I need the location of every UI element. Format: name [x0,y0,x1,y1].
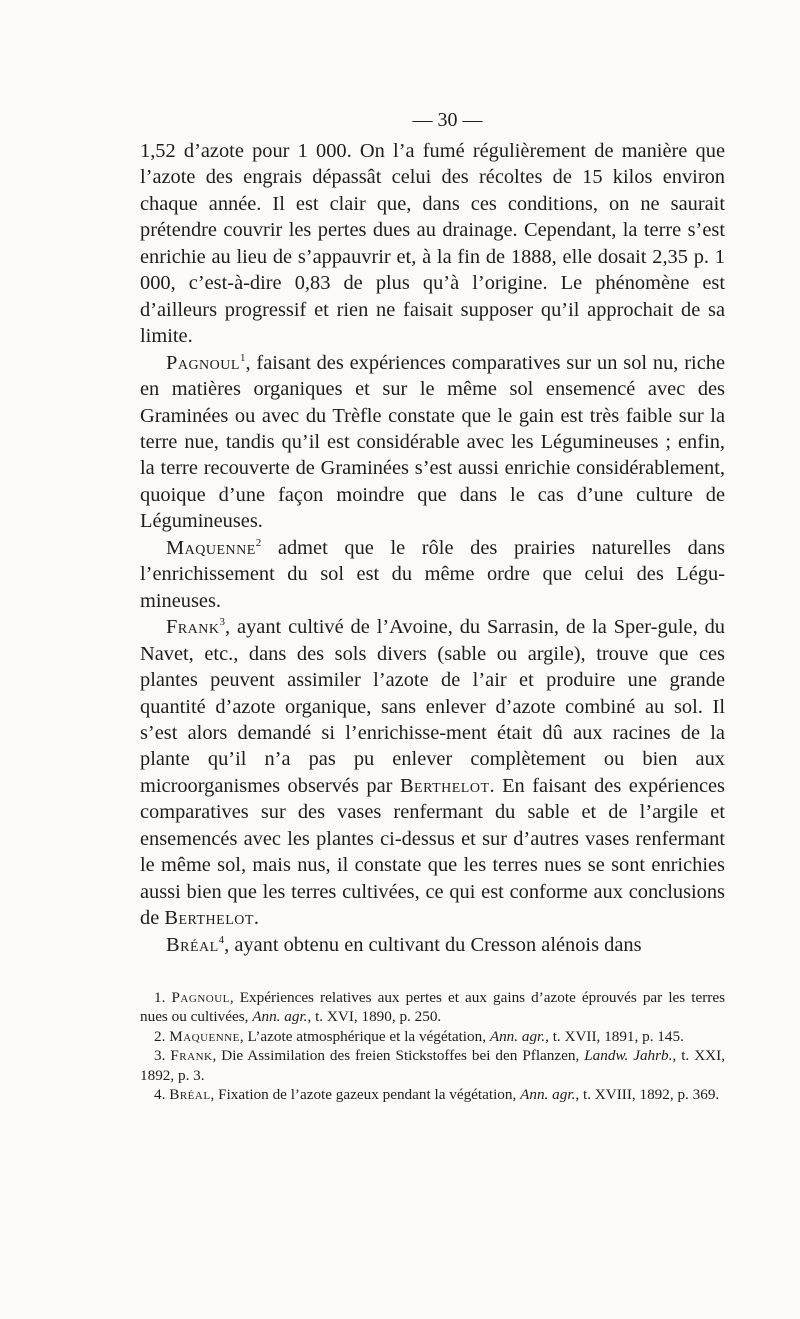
footnotes [140,988,725,1104]
footnote [140,1046,725,1085]
footnote-tail: , t. XXI, 1892, p. 3. [140,1047,725,1084]
paragraph-text: . [253,907,260,930]
footnote-tail: , t. XVIII, 1892, p. 369. [575,1086,720,1104]
paragraph-text: , ayant obtenu en cultivant du Cresson alénois dans [224,933,642,956]
footnote [140,988,725,1027]
footnote-author: Pagnoul [171,989,230,1007]
paragraph-3 [140,535,725,614]
footnote-text: , Die Assimilation des freien Stickstoffes bei den Pflanzen, [212,1047,585,1065]
paragraph-2 [140,350,725,535]
footnote-text: , Fixation de l’azote gazeux pendant la végétation, [210,1086,521,1104]
author-name: Berthelot [399,774,490,797]
footnote-journal: Ann. agr. [252,1008,308,1026]
footnote [140,1027,725,1046]
page-number: — 30 — [412,109,483,131]
footnote-ref: 4 [218,933,225,946]
book-page [140,108,725,1104]
paragraph-4 [140,614,725,931]
footnote-number: 3. [154,1047,171,1065]
author-name: Frank [166,616,220,639]
footnote-journal: Ann. agr. [520,1086,576,1104]
footnote-number: 1. [154,989,172,1007]
footnote-ref: 3 [219,616,226,629]
footnote-tail: , t. XVII, 1891, p. 145. [545,1027,684,1045]
footnote-number: 4. [154,1086,170,1104]
footnote-number: 2. [154,1027,170,1045]
author-name: Maquenne [166,536,256,559]
paragraph-text: , ayant cultivé de l’Avoine, du Sarrasin, de la Sper-gule, du Navet, etc., dans des sols divers (sable ou argile), trouve que ces plantes peuvent assimiler l’azote de l’air et produire une grande quantité d’azote organique, sans enlever d’azote combiné au sol. Il s’est alors demandé si l’enrichisse-ment était dû aux racines de la plante qu’il n’a pas pu enlever complètement ou bien aux microorganismes observés par [140,616,725,797]
paragraph-text: admet que le rôle des prairies naturelles dans l’enrichissement du sol est du même ordre que celui des Légu-mineuses. [140,536,725,612]
paragraph-5 [140,932,725,958]
footnote-ref: 1 [239,351,246,364]
author-name: Berthelot [164,907,254,930]
footnote-author: Frank [170,1047,213,1065]
footnote-text: , L’azote atmosphérique et la végétation, [239,1027,490,1045]
footnote-tail: , t. XVI, 1890, p. 250. [307,1008,442,1026]
footnote-ref: 2 [255,537,262,549]
author-name: Pagnoul [166,351,240,374]
paragraph-text: . En faisant des expériences comparatives sur des vases renfermant du sable et de l’argile et ensemencés avec les plantes ci-dessus et sur d’autres vases renfermant le même sol, mais nus, il constate que les terres nues se sont enrichies aussi bien que les terres cultivées, ce qui est conforme aux conclusions de [140,774,725,930]
paragraph-1: 1,52 d’azote pour 1 000. On l’a fumé régulièrement de manière que l’azote des engrais dépassât celui des récoltes de 15 kilos environ chaque année. Il est clair que, dans ces conditions, on ne saurait prétendre couvrir les pertes dues au drainage. Cependant, la terre s’est enrichie au lieu de s’appauvrir et, à la fin de 1888, elle dosait 2,35 p. 1 000, c’est-à-dire 0,83 de plus qu’à l’origine. Le phénomène est d’ailleurs progressif et rien ne faisait supposer qu’il approchait de sa limite. [140,140,725,348]
paragraph-text: , faisant des expériences comparatives sur un sol nu, riche en matières organiques et sur le même sol ensemencé avec des Graminées ou avec du Trèfle constate que le gain est très faible sur la terre nue, tandis qu’il est considérable avec les Légumineuses ; enfin, la terre recouverte de Graminées s’est aussi enrichie considérablement, quoique d’une façon moindre que dans le cas d’une culture de Légumineuses. [140,351,725,533]
author-name: Bréal [166,933,219,956]
footnote-author: Bréal [169,1086,211,1104]
body-text [140,138,725,958]
footnote-text: , Expériences relatives aux pertes et aux gains d’azote éprouvés par les terres nues ou cultivées, [140,989,726,1026]
footnote [140,1085,725,1104]
footnote-journal: Landw. Jahrb. [584,1047,673,1065]
footnote-journal: Ann. agr. [489,1027,546,1045]
footnote-author: Maquenne [169,1027,240,1045]
